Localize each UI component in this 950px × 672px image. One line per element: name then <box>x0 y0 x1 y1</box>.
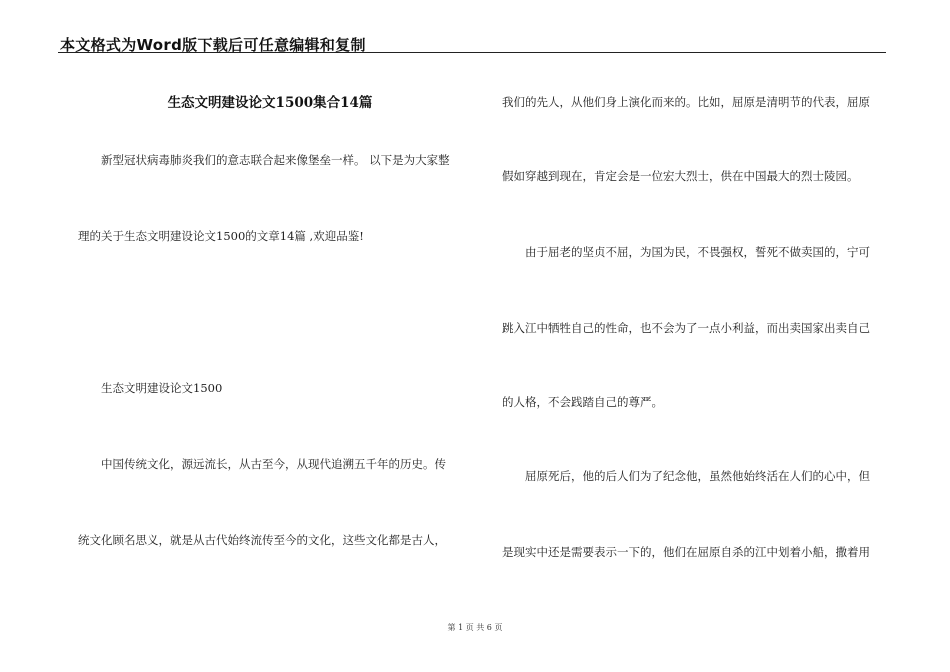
right-paragraph-1-line-1: 我们的先人，从他们身上演化而来的。比如，屈原是清明节的代表，屈原 <box>502 95 870 109</box>
page-footer: 第 1 页 共 6 页 <box>447 623 503 632</box>
header-rule <box>58 52 886 53</box>
right-paragraph-3-line-1: 屈原死后，他的后人们为了纪念他，虽然他始终活在人们的心中，但 <box>525 469 870 483</box>
right-paragraph-1-line-2: 假如穿越到现在，肯定会是一位宏大烈士，供在中国最大的烈士陵园。 <box>502 169 859 183</box>
right-paragraph-2-line-3: 的人格，不会践踏自己的尊严。 <box>502 395 663 409</box>
left-paragraph-2-line-1: 中国传统文化，源远流长，从古至今，从现代追溯五千年的历史。传 <box>101 457 446 471</box>
left-paragraph-1-line-1: 新型冠状病毒肺炎我们的意志联合起来像堡垒一样。 以下是为大家整 <box>101 153 450 167</box>
right-paragraph-2-line-1: 由于屈老的坚贞不屈，为国为民，不畏强权，誓死不做卖国的，宁可 <box>525 245 870 259</box>
section-heading: 生态文明建设论文1500 <box>101 381 223 395</box>
left-paragraph-2-line-2: 统文化顾名思义，就是从古代始终流传至今的文化，这些文化都是古人， <box>78 533 446 547</box>
right-paragraph-3-line-2: 是现实中还是需要表示一下的，他们在屈原自杀的江中划着小船，撒着用 <box>502 545 870 559</box>
document-title: 生态文明建设论文1500集合14篇 <box>167 95 373 111</box>
page-header: 本文格式为Word版下载后可任意编辑和复制 <box>60 36 366 54</box>
right-paragraph-2-line-2: 跳入江中牺牲自己的性命，也不会为了一点小利益，而出卖国家出卖自己 <box>502 321 870 335</box>
left-paragraph-1-line-2: 理的关于生态文明建设论文1500的文章14篇 ,欢迎品鉴! <box>78 229 364 243</box>
